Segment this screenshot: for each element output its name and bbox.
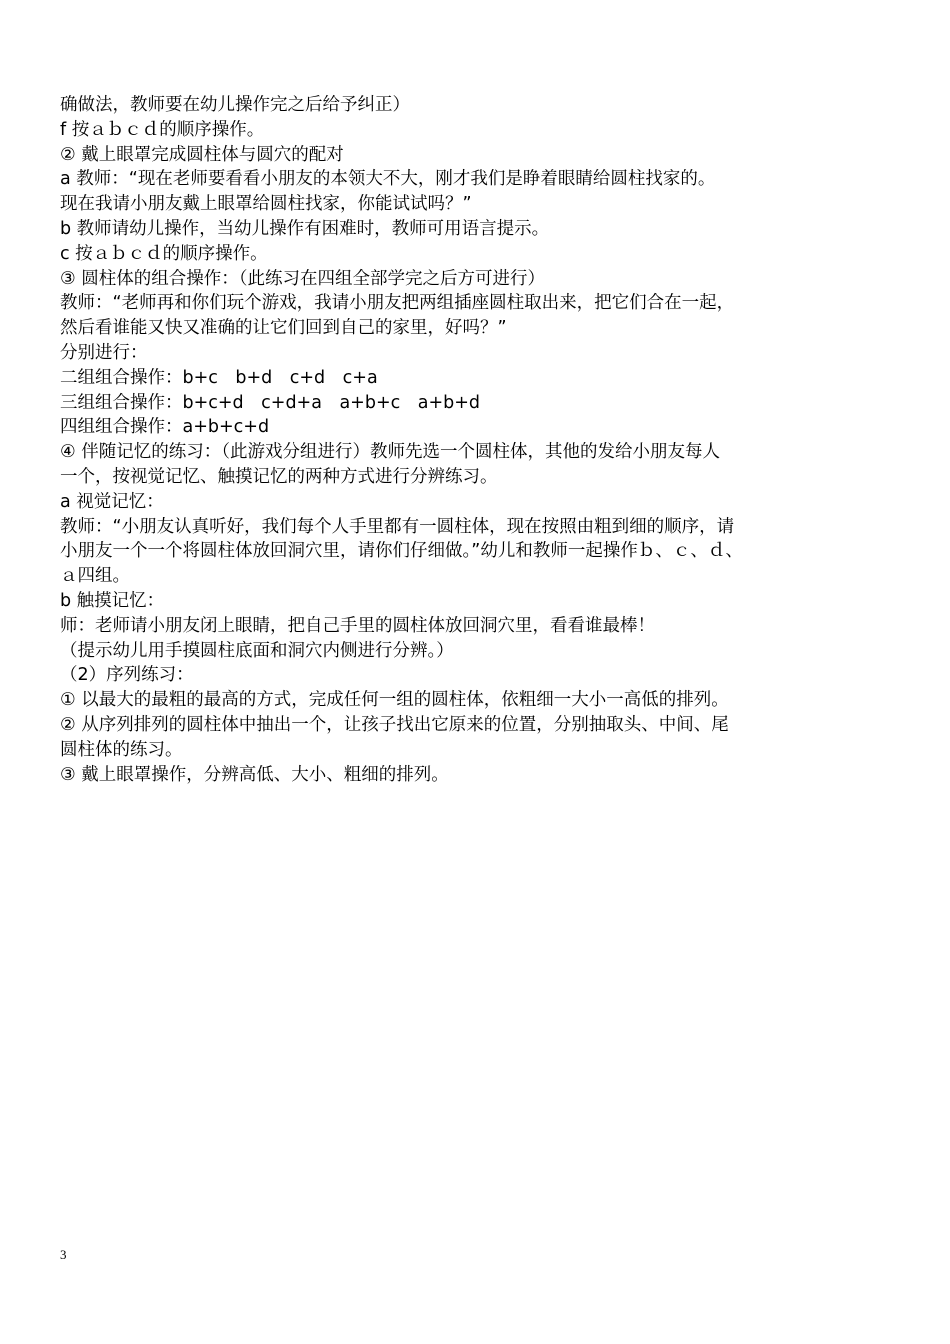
text-line: 然后看谁能又快又准确的让它们回到自己的家里，好吗？” <box>60 318 507 339</box>
text-line: b 触摸记忆： <box>60 590 165 611</box>
text-line: 教师：“老师再和你们玩个游戏，我请小朋友把两组插座圆柱取出来，把它们合在一起， <box>60 293 735 314</box>
text-line: 小朋友一个一个将圆柱体放回洞穴里，请你们仔细做。”幼儿和教师一起操作ｂ、ｃ、ｄ、 <box>60 541 743 562</box>
text-line: ① 以最大的最粗的最高的方式，完成任何一组的圆柱体，依粗细一大小一高低的排列。 <box>60 690 729 711</box>
text-line: 分别进行： <box>60 342 148 363</box>
text-line: ② 从序列排列的圆柱体中抽出一个，让孩子找出它原来的位置，分别抽取头、中间、尾 <box>60 714 729 735</box>
text-line: 三组组合操作：b+c+d c+d+a a+b+c a+b+d <box>60 392 480 413</box>
text-line: ③ 圆柱体的组合操作：（此练习在四组全部学完之后方可进行） <box>60 268 545 289</box>
text-line: 师：老师请小朋友闭上眼睛，把自己手里的圆柱体放回洞穴里，看看谁最棒！ <box>60 615 655 636</box>
text-line: （2）序列练习： <box>60 665 194 686</box>
text-line: 确做法，教师要在幼儿操作完之后给予纠正） <box>60 95 410 115</box>
text-line: a 视觉记忆： <box>60 491 164 512</box>
text-line: 四组组合操作：a+b+c+d <box>60 417 270 438</box>
text-line: ③ 戴上眼罩操作，分辨高低、大小、粗细的排列。 <box>60 764 449 785</box>
text-line: 圆柱体的练习。 <box>60 739 183 760</box>
page-number: 3 <box>60 1247 67 1262</box>
text-line: f 按ａｂｃｄ的顺序操作。 <box>60 119 265 140</box>
text-line: b 教师请幼儿操作，当幼儿操作有困难时，教师可用语言提示。 <box>60 218 550 239</box>
text-line: a 教师：“现在老师要看看小朋友的本领大不大，刚才我们是睁着眼睛给圆柱找家的。 <box>60 169 716 190</box>
text-line: ａ四组。 <box>60 566 130 587</box>
text-line: ② 戴上眼罩完成圆柱体与圆穴的配对 <box>60 144 344 165</box>
document-body <box>60 93 910 787</box>
text-line: 二组组合操作：b+c b+d c+d c+a <box>60 367 378 388</box>
text-line: c 按ａｂｃｄ的顺序操作。 <box>60 243 268 264</box>
text-line: 一个，按视觉记忆、触摸记忆的两种方式进行分辨练习。 <box>60 466 498 487</box>
text-line: 现在我请小朋友戴上眼罩给圆柱找家，你能试试吗？” <box>60 194 472 215</box>
text-line: ④ 伴随记忆的练习：（此游戏分组进行）教师先选一个圆柱体，其他的发给小朋友每人 <box>60 442 720 463</box>
text-line: （提示幼儿用手摸圆柱底面和洞穴内侧进行分辨。） <box>60 640 454 661</box>
text-line: 教师：“小朋友认真听好，我们每个人手里都有一圆柱体，现在按照由粗到细的顺序，请 <box>60 516 735 537</box>
